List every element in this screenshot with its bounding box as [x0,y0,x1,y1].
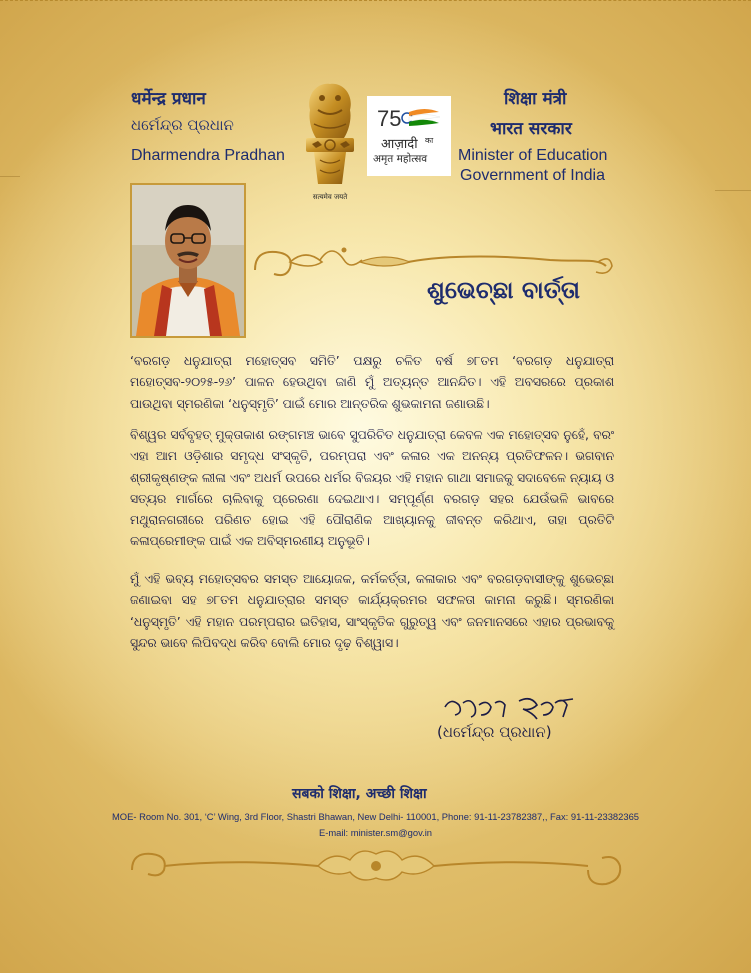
decorative-line [0,176,20,177]
message-paragraph-3: ମୁଁ ଏହି ଭବ୍ୟ ମହୋତ୍ସବର ସମସ୍ତ ଆୟୋଜକ, କର୍ମକର୍ତ୍ତା, କଳାକାର ଏବଂ ବରଗଡ଼ବାସୀଙ୍କୁ ଶୁଭେଚ୍ଛା ଜଣାଇବା ସହ ୭୮ତମ ଧନୁଯାତ୍ରାର ସମସ୍ତ କାର୍ଯ୍ୟକ୍ରମର ସଫଳତା କାମନା କରୁଛି। ସ୍ମରଣିକା ‘ଧନୁସ୍ମୃତି’ ଏହି ମହାନ ପରମ୍ପରାର ଇତିହାସ, ସାଂସ୍କୃତିକ ଗୁରୁତ୍ୱ ଏବଂ ଜନମାନସରେ ଏହାର ପ୍ରଭାବକୁ ସୁନ୍ଦର ଭାବେ ଲିପିବଦ୍ଧ କରିବ ବୋଲି ମୋର ଦୃଢ଼ ବିଶ୍ୱାସ। [130,572,614,650]
message-title: ଶୁଭେଚ୍ଛା ବାର୍ତ୍ତା [427,276,580,304]
footer-slogan: सबको शिक्षा, अच्छी शिक्षा [292,786,427,802]
emblem-motto: सत्यमेव जयते [312,193,348,201]
ornamental-divider-bottom [128,844,624,888]
minister-portrait [130,183,246,338]
odia-name: ଧର୍ମେନ୍ଦ୍ର ପ୍ରଧାନ [131,116,234,134]
hindi-government: भारत सरकार [490,119,572,139]
azadi-line2: अमृत महोत्सव [373,153,428,165]
english-government: Government of India [460,167,605,184]
message-paragraph-1: ‘ବରଗଡ଼ ଧନୁଯାତ୍ରା ମହୋତ୍ସବ ସମିତି’ ପକ୍ଷରୁ ଚଳିତ ବର୍ଷ ୭୮ତମ ‘ବରଗଡ଼ ଧନୁଯାତ୍ରା ମହୋତ୍ସବ-୨୦୨୫-୨୬’ ପାଳନ ହେଉଥିବା ଜାଣି ମୁଁ ଅତ୍ୟନ୍ତ ଆନନ୍ଦିତ। ଏହି ଅବସରରେ ପ୍ରକାଶ ପାଉଥିବା ସ୍ମରଣିକା ‘ଧନୁସ୍ମୃତି’ ପାଇଁ ମୋର ଆନ୍ତରିକ ଶୁଭକାମନା ଜଣାଉଛି। [130,354,614,411]
hindi-name: धर्मेन्द्र प्रधान [131,89,206,109]
english-title: Minister of Education [458,147,608,164]
english-name: Dharmendra Pradhan [131,147,285,164]
message-paragraph-2: ବିଶ୍ୱର ସର୍ବବୃହତ୍ ମୁକ୍ତାକାଶ ରଙ୍ଗମଞ୍ଚ ଭାବେ ସୁପରିଚିତ ଧନୁଯାତ୍ରା କେବଳ ଏକ ମହୋତ୍ସବ ନୁହେଁ, ବରଂ ଏହା ଆମ ଓଡ଼ିଶାର ସମୃଦ୍ଧ ସଂସ୍କୃତି, ପରମ୍ପରା ଏବଂ କଳାର ଏକ ଅନନ୍ୟ ପ୍ରତିଫଳନ। ଭଗବାନ ଶ୍ରୀକୃଷ୍ଣଙ୍କ ଲୀଳା ଏବଂ ଅଧର୍ମ ଉପରେ ଧର୍ମର ବିଜୟର ଏହି ମହାନ ଗାଥା ସମାଜକୁ ସଦାବେଳେ ନ୍ୟାୟ ଓ ସତ୍ୟର ମାର୍ଗରେ ଚାଲିବାକୁ ପ୍ରେରଣା ଦେଇଥାଏ। ସମ୍ପୂର୍ଣ୍ଣ ବରଗଡ଼ ସହର ଯେଉଁଭଳି ଭାବରେ ମଥୁରାନଗରୀରେ ପରିଣତ ହୋଇ ଏହି ପୌରାଣିକ ଆଖ୍ୟାନକୁ ଜୀବନ୍ତ କରିଥାଏ, ତାହା ପ୍ରତିଟି କଳାପ୍ରେମୀଙ୍କ ପାଇଁ ଏକ ଅବିସ୍ମରଣୀୟ ଅନୁଭୂତି। [130,428,614,549]
azadi-line1: आज़ादी [381,137,418,152]
azadi-number: 75 [377,106,402,131]
azadi-ka: का [425,136,434,145]
handwritten-signature [441,693,576,727]
hindi-title: शिक्षा मंत्री [504,89,567,109]
azadi-ka-amrit-mahotsav-logo [367,96,451,176]
footer-email: E-mail: minister.sm@gov.in [318,827,432,838]
footer-address: MOE- Room No. 301, ‘C’ Wing, 3rd Floor, Shastri Bhawan, New Delhi- 110001, Phone: 91-11-23782387,, Fax: 91-11-23382365 [111,811,640,822]
decorative-line [715,190,751,191]
national-emblem [296,80,364,202]
signatory-name: (ଧର୍ମେନ୍ଦ୍ର ପ୍ରଧାନ) [437,723,552,741]
